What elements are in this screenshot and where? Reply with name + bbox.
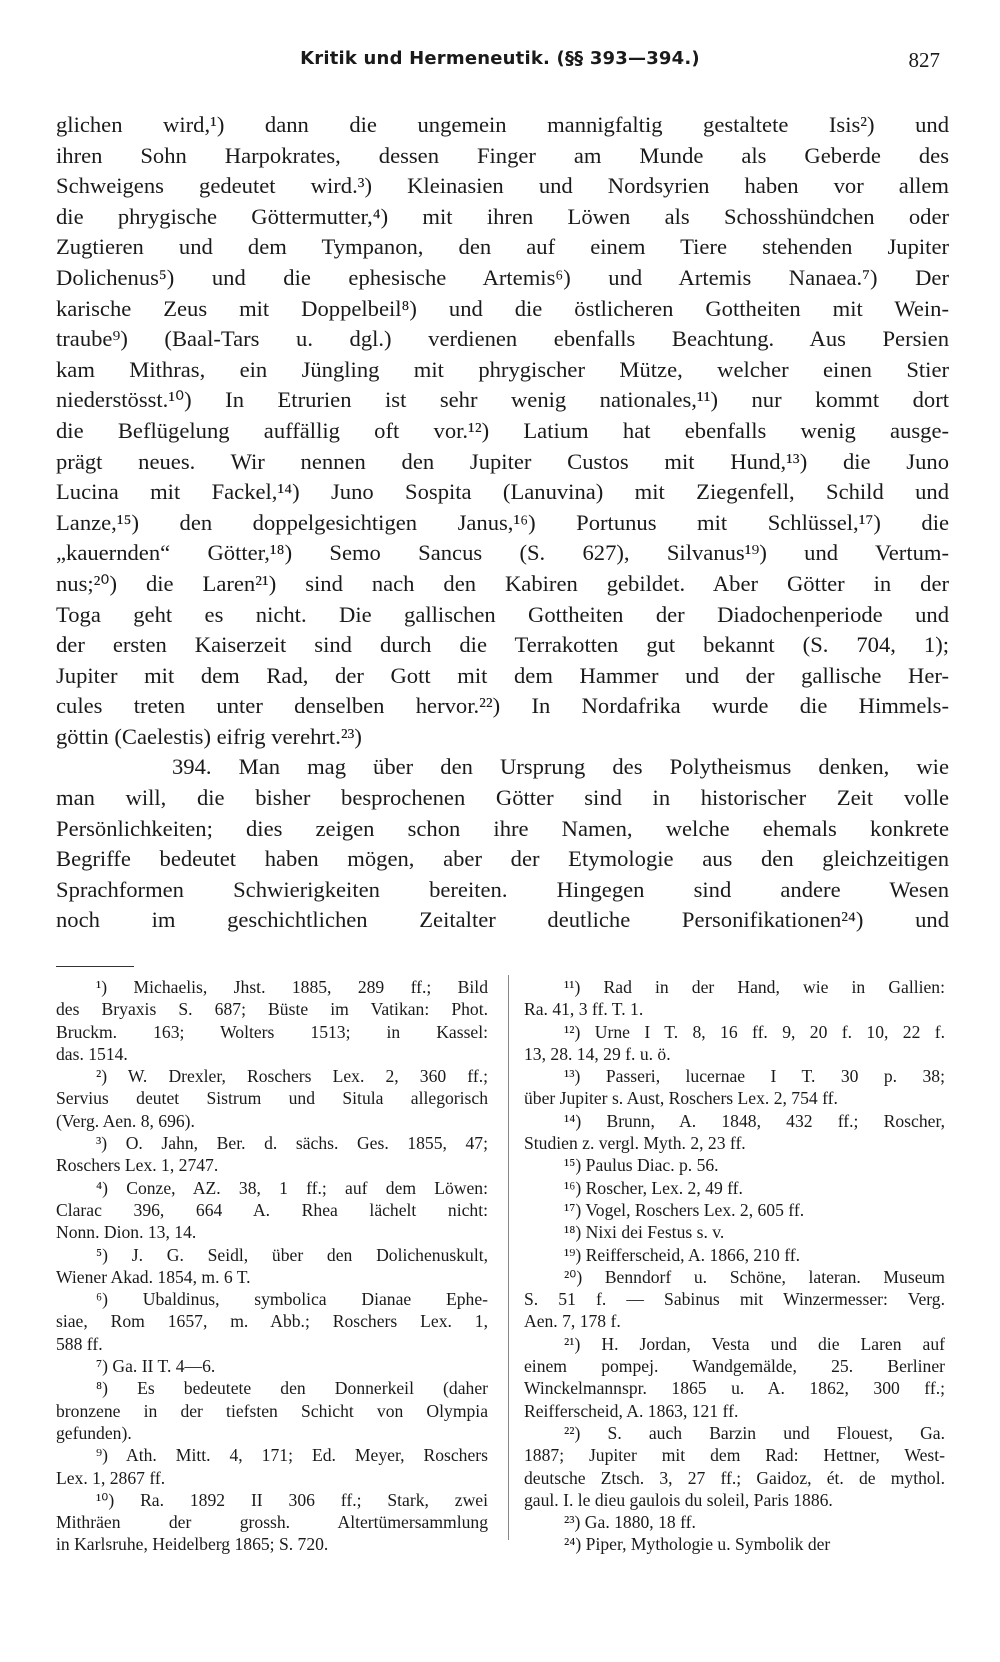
footnote-line: ⁶) Ubaldinus, symbolica Dianae Ephe- — [96, 1289, 488, 1310]
footnote-line: des Bryaxis S. 687; Büste im Vatikan: Phot. — [56, 999, 488, 1020]
footnote-line: ¹⁹) Reifferscheid, A. 1866, 210 ff. — [564, 1244, 801, 1265]
footnote-line: Winckelmannspr. 1865 u. A. 1862, 300 ff.; — [524, 1378, 945, 1399]
footnote-line: Lex. 1, 2867 ff. — [56, 1467, 166, 1488]
text-line: Lanze,¹⁵) den doppelgesichtigen Janus,¹⁶) Portunus mit Schlüssel,¹⁷) die — [56, 509, 949, 535]
text-line: Schweigens gedeutet wird.³) Kleinasien und Nordsyrien haben vor allem — [56, 173, 949, 199]
footnote-line: Clarac 396, 664 A. Rhea lächelt nicht: — [56, 1199, 488, 1220]
footnote-line: ⁸) Es bedeutete den Donnerkeil (daher — [96, 1378, 488, 1399]
footnote-line: Roschers Lex. 1, 2747. — [56, 1155, 219, 1176]
footnote-line: Servius deutet Sistrum und Situla allegorisch — [56, 1088, 488, 1109]
text-line: man will, die bisher besprochenen Götter sind in historischer Zeit volle — [56, 785, 949, 811]
text-line: Persönlichkeiten; dies zeigen schon ihre Namen, welche ehemals konkrete — [56, 815, 949, 841]
footnote-line: ¹¹) Rad in der Hand, wie in Gallien: — [564, 977, 945, 997]
footnote-line: über Jupiter s. Aust, Roschers Lex. 2, 754 ff. — [524, 1088, 838, 1109]
running-title: Kritik und Hermeneutik. (§§ 393—394.) — [300, 48, 700, 69]
footnote-line: ¹⁷) Vogel, Roschers Lex. 2, 605 ff. — [564, 1199, 805, 1220]
page-number: 827 — [908, 48, 940, 72]
text-line: die phrygische Göttermutter,⁴) mit ihren Löwen als Schosshündchen oder — [56, 203, 949, 229]
column-divider — [508, 975, 509, 1540]
footnote-line: ²⁴) Piper, Mythologie u. Symbolik der — [564, 1534, 831, 1555]
footnote-line: Mithräen der grossh. Altertümersammlung — [56, 1512, 488, 1533]
text-line: karische Zeus mit Doppelbeil⁸) und die östlicheren Gottheiten mit Wein- — [56, 295, 949, 321]
footnote-line: ¹⁶) Roscher, Lex. 2, 49 ff. — [564, 1177, 743, 1198]
text-line: prägt neues. Wir nennen den Jupiter Custos mit Hund,¹³) die Juno — [56, 448, 949, 474]
footnote-line: Ra. 41, 3 ff. T. 1. — [524, 999, 644, 1020]
text-line: die Beflügelung auffällig oft vor.¹²) Latium hat ebenfalls wenig ausge- — [56, 417, 949, 443]
text-line: der ersten Kaiserzeit sind durch die Terrakotten gut bekannt (S. 704, 1); — [56, 632, 949, 658]
main-text — [56, 110, 949, 936]
text-line: Toga geht es nicht. Die gallischen Gottheiten der Diadochenperiode und — [56, 601, 949, 627]
footnote-line: S. 51 f. — Sabinus mit Winzermesser: Verg. — [524, 1289, 945, 1310]
text-line: „kauernden“ Götter,¹⁸) Semo Sancus (S. 627), Silvanus¹⁹) und Vertum- — [56, 540, 949, 566]
footnote-line: einem pompej. Wandgemälde, 25. Berliner — [524, 1356, 945, 1377]
text-line: Begriffe bedeutet haben mögen, aber der Etymologie aus den gleichzeitigen — [56, 846, 949, 872]
text-line: Lucina mit Fackel,¹⁴) Juno Sospita (Lanuvina) mit Ziegenfell, Schild und — [56, 479, 949, 505]
footnote-line: ⁵) J. G. Seidl, über den Dolichenuskult, — [96, 1244, 488, 1265]
text-line: Zugtieren und dem Tympanon, den auf einem Tiere stehenden Jupiter — [56, 234, 949, 260]
footnote-line: ¹⁸) Nixi dei Festus s. v. — [564, 1222, 725, 1243]
footnote-line: Nonn. Dion. 13, 14. — [56, 1222, 197, 1243]
footnote-line: ¹⁴) Brunn, A. 1848, 432 ff.; Roscher, — [564, 1110, 945, 1131]
text-line: nus;²⁰) die Laren²¹) sind nach den Kabiren gebildet. Aber Götter in der — [56, 570, 949, 596]
footnote-line: ¹⁵) Paulus Diac. p. 56. — [564, 1155, 719, 1176]
footnote-line: deutsche Ztsch. 3, 27 ff.; Gaidoz, ét. de mythol. — [524, 1467, 945, 1488]
footnote-line: 13, 28. 14, 29 f. u. ö. — [524, 1043, 671, 1064]
footnote-line: bronzene in der tiefsten Schicht von Olympia — [56, 1400, 488, 1421]
footnote-line: ¹⁰) Ra. 1892 II 306 ff.; Stark, zwei — [96, 1489, 488, 1510]
footnote-rule — [56, 966, 134, 967]
footnote-line: ²⁰) Benndorf u. Schöne, lateran. Museum — [564, 1266, 945, 1287]
footnotes-left-column — [56, 976, 488, 1556]
footnote-line: ²¹) H. Jordan, Vesta und die Laren auf — [564, 1333, 945, 1354]
footnote-line: ⁴) Conze, AZ. 38, 1 ff.; auf dem Löwen: — [96, 1177, 488, 1198]
footnote-line: das. 1514. — [56, 1043, 128, 1064]
footnote-line: Bruckm. 163; Wolters 1513; in Kassel: — [56, 1021, 488, 1042]
footnote-line: ⁹) Ath. Mitt. 4, 171; Ed. Meyer, Roschers — [96, 1445, 488, 1466]
running-header — [56, 48, 944, 82]
text-line: göttin (Caelestis) eifrig verehrt.²³) — [56, 723, 362, 749]
footnote-line: gaul. I. le dieu gaulois du soleil, Paris 1886. — [524, 1489, 833, 1510]
footnote-line: ³) O. Jahn, Ber. d. sächs. Ges. 1855, 47; — [96, 1133, 488, 1154]
footnote-line: ¹³) Passeri, lucernae I T. 30 p. 38; — [564, 1066, 945, 1087]
footnote-line: ²²) S. auch Barzin und Flouest, Ga. — [564, 1422, 945, 1443]
text-line: glichen wird,¹) dann die ungemein mannigfaltig gestaltete Isis²) und — [56, 112, 949, 137]
footnote-line: Reifferscheid, A. 1863, 121 ff. — [524, 1400, 739, 1421]
footnote-line: Studien z. vergl. Myth. 2, 23 ff. — [524, 1133, 746, 1154]
footnote-line: ¹²) Urne I T. 8, 16 ff. 9, 20 f. 10, 22 f. — [564, 1021, 945, 1042]
footnote-line: 1887; Jupiter mit dem Rad: Hettner, West- — [524, 1445, 945, 1466]
text-line: cules treten unter denselben hervor.²²) In Nordafrika wurde die Himmels- — [56, 693, 949, 719]
text-line: traube⁹) (Baal-Tars u. dgl.) verdienen ebenfalls Beachtung. Aus Persien — [56, 326, 949, 352]
footnote-line: 588 ff. — [56, 1333, 103, 1354]
footnote-line: gefunden). — [56, 1422, 132, 1443]
footnote-line: Wiener Akad. 1854, m. 6 T. — [56, 1266, 251, 1287]
text-line: noch im geschichtlichen Zeitalter deutliche Personifikationen²⁴) und — [56, 907, 949, 933]
text-line: Dolichenus⁵) und die ephesische Artemis⁶) und Artemis Nanaea.⁷) Der — [56, 264, 949, 290]
footnote-line: Aen. 7, 178 f. — [524, 1311, 621, 1332]
footnotes-right-column — [524, 976, 945, 1556]
section-start-line: 394. Man mag über den Ursprung des Polytheismus denken, wie — [172, 754, 949, 780]
footnote-line: ²³) Ga. 1880, 18 ff. — [564, 1512, 696, 1533]
footnote-line: ²) W. Drexler, Roschers Lex. 2, 360 ff.; — [96, 1066, 488, 1087]
text-line: Jupiter mit dem Rad, der Gott mit dem Hammer und der gallische Her- — [56, 662, 949, 688]
footnote-line: in Karlsruhe, Heidelberg 1865; S. 720. — [56, 1534, 329, 1555]
footnote-line: ⁷) Ga. II T. 4—6. — [96, 1356, 216, 1377]
text-line: niederstösst.¹⁰) In Etrurien ist sehr wenig nationales,¹¹) nur kommt dort — [56, 387, 949, 413]
footnote-line: ¹) Michaelis, Jhst. 1885, 289 ff.; Bild — [96, 977, 488, 997]
footnote-line: (Verg. Aen. 8, 696). — [56, 1110, 195, 1131]
text-line: ihren Sohn Harpokrates, dessen Finger am Munde als Geberde des — [56, 142, 949, 168]
text-line: Sprachformen Schwierigkeiten bereiten. Hingegen sind andere Wesen — [56, 876, 949, 902]
text-line: kam Mithras, ein Jüngling mit phrygischer Mütze, welcher einen Stier — [56, 356, 949, 382]
footnote-line: siae, Rom 1657, m. Abb.; Roschers Lex. 1, — [56, 1311, 488, 1332]
